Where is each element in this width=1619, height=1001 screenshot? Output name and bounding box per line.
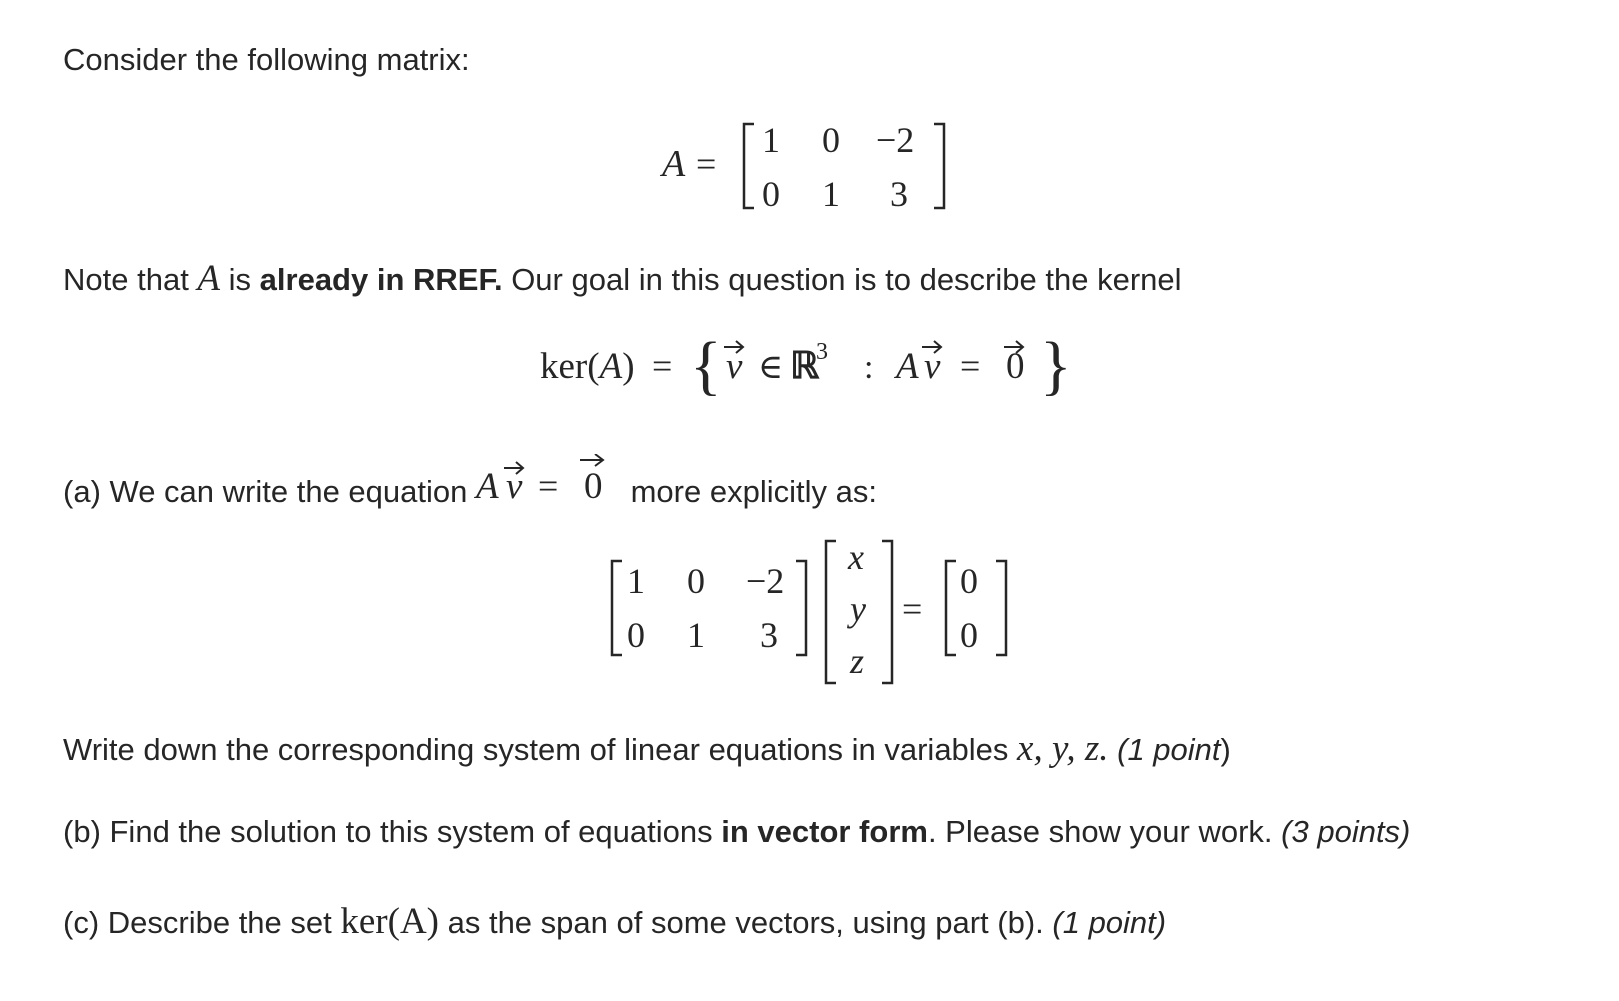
part-b-prefix: (b) Find the solution to this system of equations — [63, 814, 722, 849]
m11: 1 — [627, 561, 645, 601]
matrix-a-symbol: A — [662, 143, 686, 185]
a22: 1 — [822, 174, 840, 214]
instruction-body: Write down the corresponding system of linear equations in variables — [63, 732, 1018, 767]
part-b-suffix: . Please show your work. — [927, 814, 1282, 849]
equation-av-zero — [472, 454, 622, 516]
note-var: A — [197, 258, 221, 299]
part-c-suffix: as the span of some vectors, using part (b). — [438, 905, 1053, 940]
left-brace: { — [690, 329, 722, 402]
part-b-text — [63, 814, 1410, 850]
kernel-definition — [540, 325, 1100, 415]
equals-sign: = — [696, 144, 717, 184]
note-prefix: Note that — [63, 262, 198, 297]
part-c-prefix: (c) Describe the set — [63, 905, 341, 940]
kernel-vector: v — [726, 346, 743, 387]
kernel-lhs: ker(A) — [540, 346, 635, 387]
part-a-text — [63, 454, 877, 516]
real-space: ℝ — [790, 346, 820, 387]
zero-vector: 0 — [1006, 346, 1025, 387]
rhs-left-bracket — [946, 561, 956, 655]
a21: 0 — [762, 174, 780, 214]
instruction-points-close: ) — [1220, 732, 1231, 767]
instruction-points: (1 point — [1117, 732, 1221, 767]
eq-a-symbol: A — [475, 466, 499, 507]
eq-equals: = — [537, 466, 559, 506]
matrix-equation — [600, 535, 1030, 695]
rhs-1: 0 — [960, 615, 978, 655]
kernel-matrix-symbol: A — [896, 346, 919, 387]
intro-text: Consider the following matrix: — [63, 42, 470, 77]
note-mid: is — [220, 262, 260, 297]
var-x: x — [848, 537, 864, 577]
zero-arrow — [580, 454, 603, 466]
vector-right-bracket — [882, 541, 892, 683]
rhs-0: 0 — [960, 561, 978, 601]
m13: −2 — [746, 561, 785, 601]
m22: 1 — [687, 615, 705, 655]
eq-v-symbol: v — [505, 466, 523, 507]
part-c-points: (1 point) — [1052, 905, 1167, 940]
part-a-prefix: (a) We can write the equation — [63, 474, 476, 509]
equals-sign: = — [652, 346, 673, 386]
vector-left-bracket — [826, 541, 836, 683]
kernel-vector-2: v — [924, 346, 941, 387]
var-z: z — [850, 641, 865, 681]
part-b-bold: in vector form — [721, 814, 928, 849]
a12: 0 — [822, 120, 840, 160]
m23: 3 — [760, 615, 778, 655]
spacer — [1109, 732, 1118, 767]
note-bold: already in RREF. — [259, 262, 503, 297]
a23: 3 — [890, 174, 908, 214]
matrix-left-bracket — [612, 561, 622, 655]
eq-zero: 0 — [583, 466, 603, 507]
a13: −2 — [876, 120, 915, 160]
equals-sign: = — [902, 589, 923, 629]
m21: 0 — [627, 615, 645, 655]
right-brace: } — [1040, 329, 1072, 402]
matrix-right-bracket — [796, 561, 806, 655]
instruction-vars: x, y, z. — [1017, 728, 1109, 769]
matrix-a-equation — [650, 110, 970, 220]
note-suffix: Our goal in this question is to describe the kernel — [502, 262, 1182, 297]
space-power: 3 — [816, 339, 828, 365]
part-a-suffix: more explicitly as: — [630, 474, 877, 509]
element-of: ∈ — [758, 349, 784, 386]
colon: : — [864, 349, 874, 386]
note-text — [63, 257, 1182, 300]
rhs-right-bracket — [996, 561, 1006, 655]
part-c-math: ker(A) — [340, 901, 439, 942]
part-c-text — [63, 900, 1166, 943]
equals-sign-2: = — [960, 346, 981, 386]
var-y: y — [850, 589, 866, 629]
left-bracket — [744, 124, 754, 208]
a11: 1 — [762, 120, 780, 160]
part-b-points: (3 points) — [1281, 814, 1411, 849]
instruction-text — [63, 727, 1231, 770]
right-bracket — [934, 124, 944, 208]
m12: 0 — [687, 561, 705, 601]
